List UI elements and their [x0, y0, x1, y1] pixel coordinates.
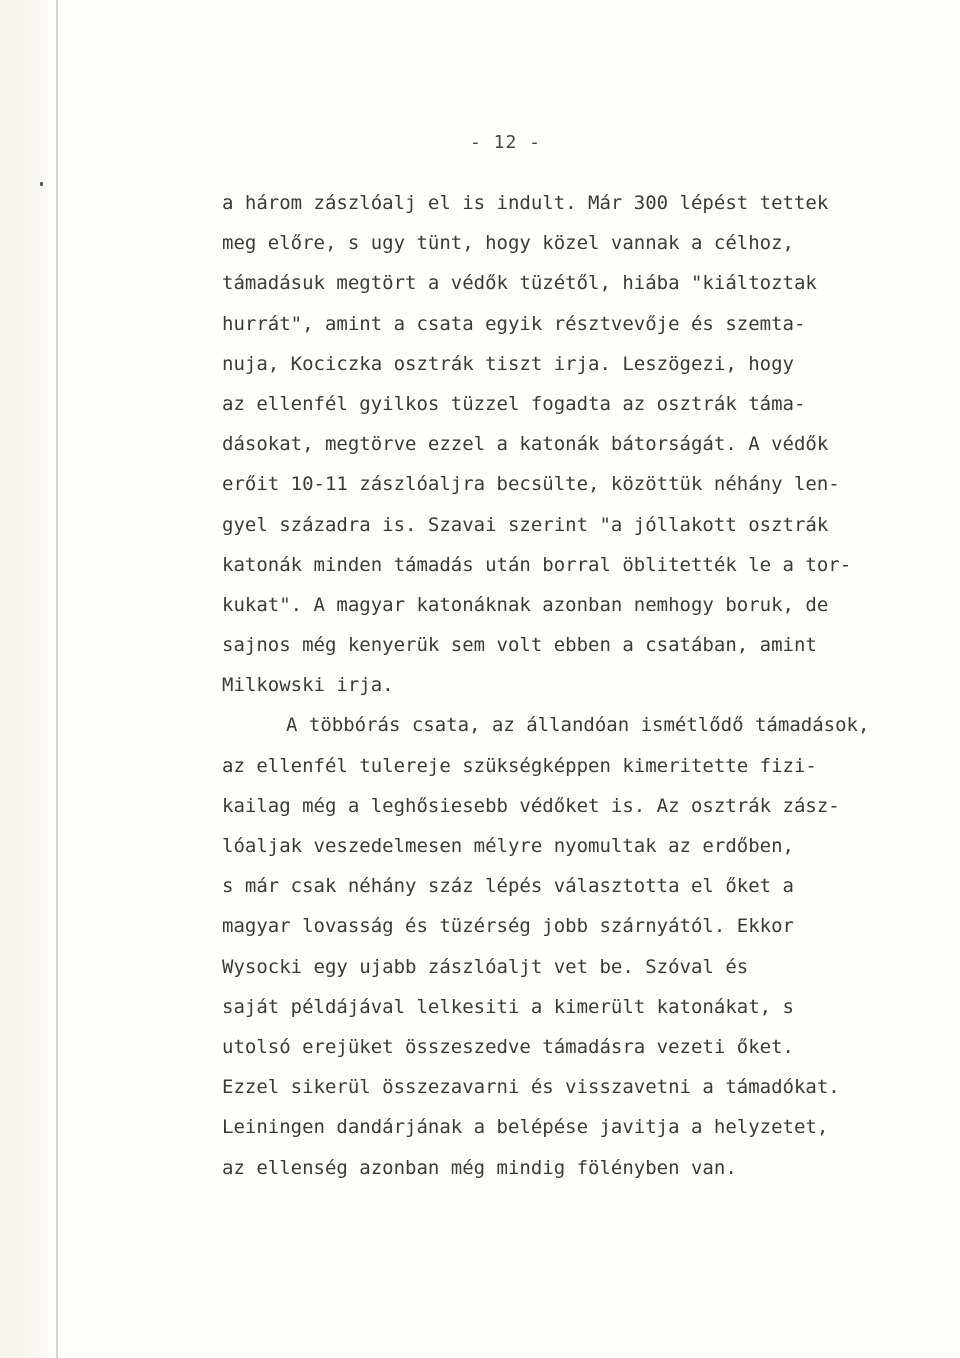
text-line-5: nuja, Kociczka osztrák tiszt irja. Leszögezi, hogy	[222, 352, 794, 375]
text-line-6: az ellenfél gyilkos tüzzel fogadta az osztrák táma-	[222, 392, 806, 415]
text-line-7: dásokat, megtörve ezzel a katonák bátorságát. A védők	[222, 433, 829, 456]
text-line-20: Wysocki egy ujabb zászlóaljt vet be. Szóval és	[222, 955, 749, 978]
text-line-24: Leiningen dandárjának a belépése javitja a helyzetet,	[222, 1116, 829, 1139]
text-line-17: lóaljak veszedelmesen mélyre nyomultak az erdőben,	[222, 835, 794, 857]
text-line-4: hurrát", amint a csata egyik résztvevője és szemta-	[222, 312, 806, 335]
page-number: - 12 -	[470, 132, 542, 153]
text-line-22: utolsó erejüket összeszedve támadásra vezeti őket.	[222, 1035, 794, 1058]
text-line-10: katonák minden támadás után borral öblitették le a tor-	[222, 553, 852, 576]
text-line-9: gyel századra is. Szavai szerint "a jóllakott osztrák	[222, 513, 829, 536]
margin-mark	[40, 182, 43, 186]
text-line-13: Milkowski irja.	[222, 674, 394, 697]
text-line-25: az ellenség azonban még mindig fölényben van.	[222, 1156, 737, 1179]
text-line-19: magyar lovasság és tüzérség jobb szárnyától. Ekkor	[222, 915, 794, 938]
text-line-1: a három zászlóalj el is indult. Már 300 lépést tettek	[222, 192, 829, 214]
text-line-23: Ezzel sikerül összezavarni és visszavetni a támadókat.	[222, 1076, 840, 1099]
fold-line	[56, 0, 58, 1358]
text-line-11: kukat". A magyar katonáknak azonban nemhogy boruk, de	[222, 593, 829, 616]
binding-edge	[0, 0, 48, 1358]
text-line-8: erőit 10-11 zászlóaljra becsülte, közöttük néhány len-	[222, 473, 840, 496]
text-line-18: s már csak néhány száz lépés választotta el őket a	[222, 875, 794, 898]
body-text	[222, 183, 922, 1188]
text-line-3: támadásuk megtört a védők tüzétől, hiába "kiáltoztak	[222, 272, 817, 295]
text-line-15: az ellenfél tulereje szükségképpen kimeritette fizi-	[222, 754, 817, 777]
text-line-12: sajnos még kenyerük sem volt ebben a csatában, amint	[222, 634, 817, 657]
paragraph-start-line: A többórás csata, az állandóan ismétlődő támadások,	[286, 714, 870, 737]
text-line-2: meg előre, s ugy tünt, hogy közel vannak a célhoz,	[222, 232, 794, 255]
text-line-21: saját példájával lelkesiti a kimerült katonákat, s	[222, 995, 794, 1018]
text-line-16: kailag még a leghősiesebb védőket is. Az osztrák zász-	[222, 794, 840, 817]
